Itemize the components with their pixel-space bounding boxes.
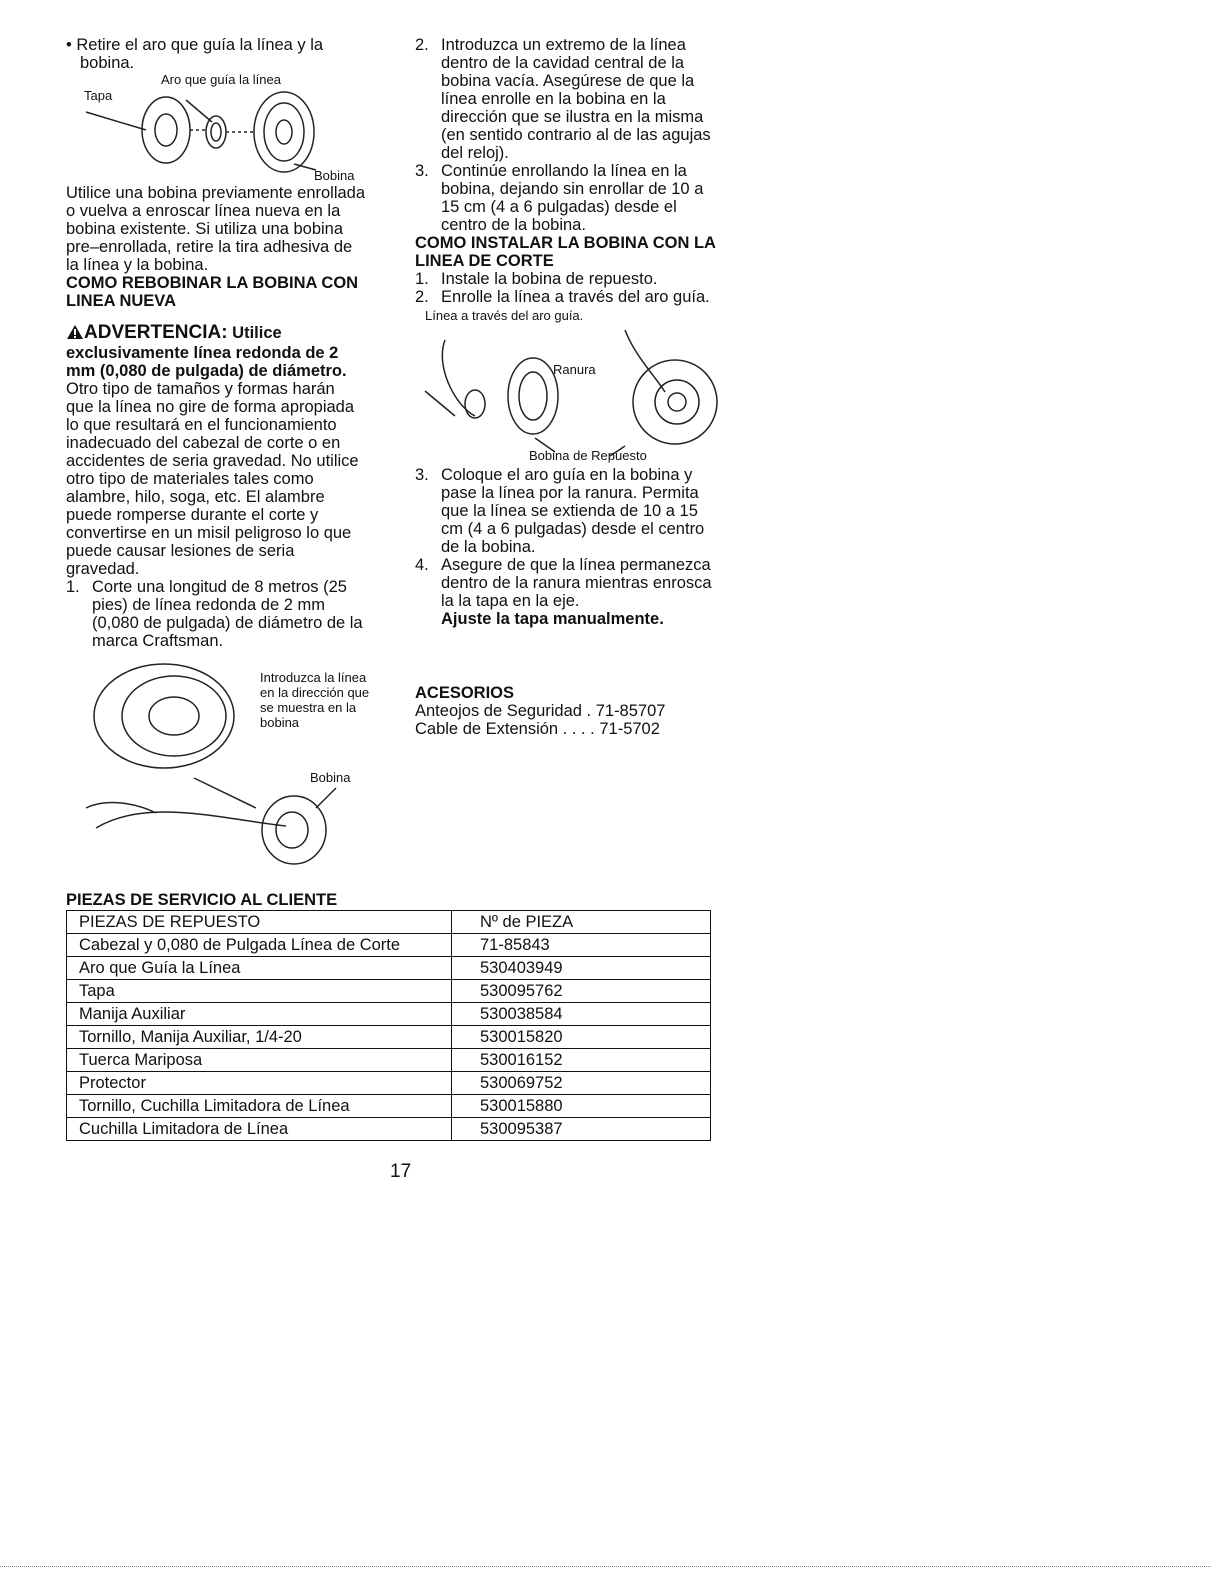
table-row (67, 1072, 711, 1095)
rewind-heading: COMO REBOBINAR LA BOBINA CON LINEA NUEVA (66, 274, 359, 310)
replacement-spool-illustration (415, 306, 721, 466)
install-heading: COMO INSTALAR LA BOBINA CON LA LINEA DE CORTE (415, 234, 716, 270)
part-number-cell: 530015820 (452, 1026, 711, 1049)
step-text: Continúe enrollando la línea en la bobina, dejando sin enrollar de 10 a 15 cm (4 a 6 pulgadas) desde el centro de la bobina. (441, 162, 704, 234)
step-1 (66, 578, 366, 650)
page-bottom-border (0, 1566, 1211, 1567)
step-number: 1. (415, 270, 429, 288)
warning-text: Otro tipo de tamaños y formas harán que la línea no gire de forma apropiada lo que resultará en el funcionamiento inadecuado del cabezal de corte o en accidentes de seria gravedad. No utilice otro tipo de materiales tales como alambre, hilo, soga, etc. El alambre puede romperse durante el corte y convertirse en un misil peligroso lo que puede causar lesiones de seria gravedad. (66, 380, 359, 578)
part-number-cell: Nº de PIEZA (452, 911, 711, 934)
accessories-heading: ACESORIOS (415, 684, 515, 702)
table-row (67, 1026, 711, 1049)
install-step-3 (415, 466, 721, 556)
part-name-cell: Cabezal y 0,080 de Pulgada Línea de Corte (67, 934, 452, 957)
table-row (67, 1003, 711, 1026)
remove-ring-bullet: • Retire el aro que guía la línea y la bobina. (66, 36, 324, 72)
step-number: 3. (415, 466, 429, 484)
left-column (66, 36, 370, 876)
step-3 (415, 162, 721, 234)
part-number-cell: 530095387 (452, 1118, 711, 1141)
step-text: Coloque el aro guía en la bobina y pase la línea por la ranura. Permita que la línea se extienda de 10 a 15 cm (4 a 6 pulgadas) desde el centro de la bobina. (441, 466, 705, 556)
step-text: Asegure de que la línea permanezca dentro de la ranura mientras enrosca la la tapa en la eje. (441, 556, 712, 610)
insert-direction-label: Introduzca la línea en la dirección que se muestra en la bobina (260, 670, 370, 730)
install-step-2 (415, 288, 721, 306)
paragraph-prewound-spool: Utilice una bobina previamente enrollada o vuelva a enroscar línea nueva en la bobina existente. Si utiliza una bobina pre–enrollada, retire la tira adhesiva de la línea y la bobina. (66, 184, 366, 274)
part-name-cell: Tornillo, Manija Auxiliar, 1/4-20 (67, 1026, 452, 1049)
warning-icon (66, 324, 84, 344)
line-through-ring-label: Línea a través del aro guía. (425, 308, 584, 323)
part-number-cell: 530016152 (452, 1049, 711, 1072)
step-text: Corte una longitud de 8 metros (25 pies) de línea redonda de 2 mm (0,080 de pulgada) de diámetro de la marca Craftsman. (92, 578, 363, 650)
part-name-cell: Tapa (67, 980, 452, 1003)
table-header-row (67, 911, 711, 934)
warning-lead: Utilice exclusivamente línea redonda de 2 mm (0,080 de pulgada) de diámetro. (66, 324, 347, 380)
page-number: 17 (390, 1161, 412, 1182)
slot-label: Ranura (553, 362, 596, 377)
part-name-cell: Protector (67, 1072, 452, 1095)
figure-winding-line (66, 658, 370, 876)
parts-table (66, 910, 711, 1141)
step-text: Introduzca un extremo de la línea dentro de la cavidad central de la bobina vacía. Asegúrese de que la línea enrolle en la bobina en la dirección que se ilustra en la misma (en sentido contrario al de las agujas del reloj). (441, 36, 711, 162)
table-row (67, 934, 711, 957)
part-number-cell: 530095762 (452, 980, 711, 1003)
table-row (67, 1049, 711, 1072)
part-name-cell: Tornillo, Cuchilla Limitadora de Línea (67, 1095, 452, 1118)
step-number: 3. (415, 162, 429, 180)
step-text: Instale la bobina de repuesto. (441, 270, 658, 288)
replacement-spool-label: Bobina de Repuesto (529, 448, 647, 463)
spool-label: Bobina (314, 168, 355, 183)
install-step-1 (415, 270, 721, 288)
accessory-extension-cord: Cable de Extensión . . . . 71-5702 (415, 720, 660, 738)
table-row (67, 980, 711, 1003)
step-number: 2. (415, 36, 429, 54)
part-name-cell: Manija Auxiliar (67, 1003, 452, 1026)
cap-label: Tapa (84, 88, 113, 103)
table-row (67, 1118, 711, 1141)
step-number: 4. (415, 556, 429, 574)
part-name-cell: PIEZAS DE REPUESTO (67, 911, 452, 934)
accessories-block (415, 684, 721, 738)
accessory-safety-glasses: Anteojos de Seguridad . 71-85707 (415, 702, 666, 720)
bullet-text: Retire el aro que guía la línea y la bobina. (76, 36, 324, 72)
warning-block (66, 324, 366, 578)
part-name-cell: Tuerca Mariposa (67, 1049, 452, 1072)
part-name-cell: Cuchilla Limitadora de Línea (67, 1118, 452, 1141)
step-number: 2. (415, 288, 429, 306)
step-number: 1. (66, 578, 80, 596)
right-column (415, 36, 721, 738)
ring-label: Aro que guía la línea (161, 72, 281, 87)
part-number-cell: 530403949 (452, 957, 711, 980)
step-2 (415, 36, 721, 162)
table-row (67, 957, 711, 980)
parts-title: PIEZAS DE SERVICIO AL CLIENTE (66, 891, 338, 909)
spool-label-2: Bobina (310, 770, 351, 785)
table-row (67, 1095, 711, 1118)
part-number-cell: 530015880 (452, 1095, 711, 1118)
warning-title: ADVERTENCIA: (84, 322, 228, 343)
part-name-cell: Aro que Guía la Línea (67, 957, 452, 980)
figure-replacement-spool (415, 306, 721, 466)
tighten-cap-note: Ajuste la tapa manualmente. (441, 610, 664, 628)
part-number-cell: 530038584 (452, 1003, 711, 1026)
part-number-cell: 71-85843 (452, 934, 711, 957)
figure-ring-cap-spool (66, 72, 366, 184)
install-step-4 (415, 556, 721, 628)
step-text: Enrolle la línea a través del aro guía. (441, 288, 710, 306)
part-number-cell: 530069752 (452, 1072, 711, 1095)
